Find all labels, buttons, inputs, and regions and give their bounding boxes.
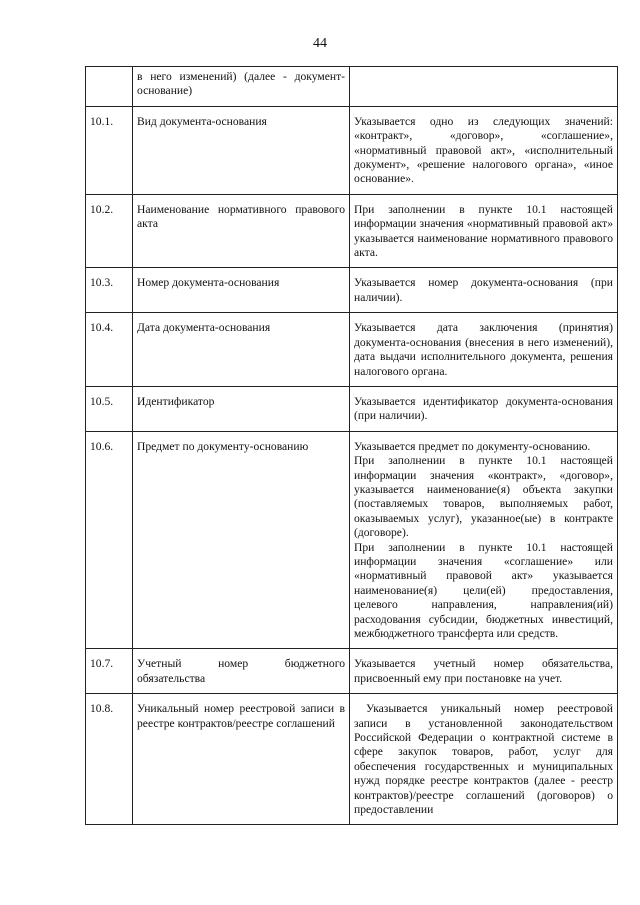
table-row (86, 649, 618, 694)
row-name: Идентификатор (133, 386, 350, 431)
row-description: Указывается предмет по документу-основанию. При заполнении в пункте 10.1 настоящей информации значения «контракт», «договор», указывается наименование(я) объекта закупки (поставляемых товаров, выполняемых работ, оказываемых услуг), указанное(ые) в контракте (договоре). При заполнении в пункте 10.1 настоящей информации значения «соглашение» или «нормативный правовой акт» указывается наименование(я) цели(ей) предоставления, целевого направления, направления(ий) расходования субсидии, бюджетных инвестиций, межбюджетного трансферта или средств. (350, 431, 618, 649)
row-name: в него изменений) (далее - документ-основание) (133, 67, 350, 107)
row-description: Указывается учетный номер обязательства, присвоенный ему при постановке на учет. (350, 649, 618, 694)
row-name: Учетный номер бюджетного обязательства (133, 649, 350, 694)
row-description: Указывается одно из следующих значений: «контракт», «договор», «соглашение», «нормативный правовой акт», «исполнительный документ», «решение налогового органа», «иное основание». (350, 106, 618, 194)
row-description (350, 67, 618, 107)
table-row (86, 67, 618, 107)
table-row (86, 106, 618, 194)
row-name: Предмет по документу-основанию (133, 431, 350, 649)
table-row (86, 431, 618, 649)
table-row (86, 313, 618, 387)
row-description: Указывается уникальный номер реестровой записи в установленной законодательством Российской Федерации о контрактной системе в сфере закупок товаров, работ, услуг для обеспечения государственных и муниципальных нужд порядке реестре контрактов (далее - реестр контрактов)/реестре соглашений (договоров) о предоставлении (350, 694, 618, 825)
row-name: Дата документа-основания (133, 313, 350, 387)
row-number: 10.3. (86, 268, 133, 313)
row-number (86, 67, 133, 107)
row-number: 10.8. (86, 694, 133, 825)
table-row (86, 194, 618, 268)
row-number: 10.5. (86, 386, 133, 431)
row-number: 10.4. (86, 313, 133, 387)
page-number: 44 (313, 36, 327, 51)
row-name: Вид документа-основания (133, 106, 350, 194)
row-number: 10.6. (86, 431, 133, 649)
row-name: Номер документа-основания (133, 268, 350, 313)
table-row (86, 386, 618, 431)
row-name: Наименование нормативного правового акта (133, 194, 350, 268)
table-row (86, 694, 618, 825)
row-description: Указывается номер документа-основания (при наличии). (350, 268, 618, 313)
row-name: Уникальный номер реестровой записи в реестре контрактов/реестре соглашений (133, 694, 350, 825)
row-number: 10.7. (86, 649, 133, 694)
row-description: Указывается идентификатор документа-основания (при наличии). (350, 386, 618, 431)
row-number: 10.2. (86, 194, 133, 268)
requisites-table (85, 66, 618, 825)
row-description: Указывается дата заключения (принятия) документа-основания (внесения в него изменений), дата выдачи исполнительного документа, решения налогового органа. (350, 313, 618, 387)
row-number: 10.1. (86, 106, 133, 194)
table-row (86, 268, 618, 313)
row-description: При заполнении в пункте 10.1 настоящей информации значения «нормативный правовой акт» указывается наименование нормативного правового акта. (350, 194, 618, 268)
